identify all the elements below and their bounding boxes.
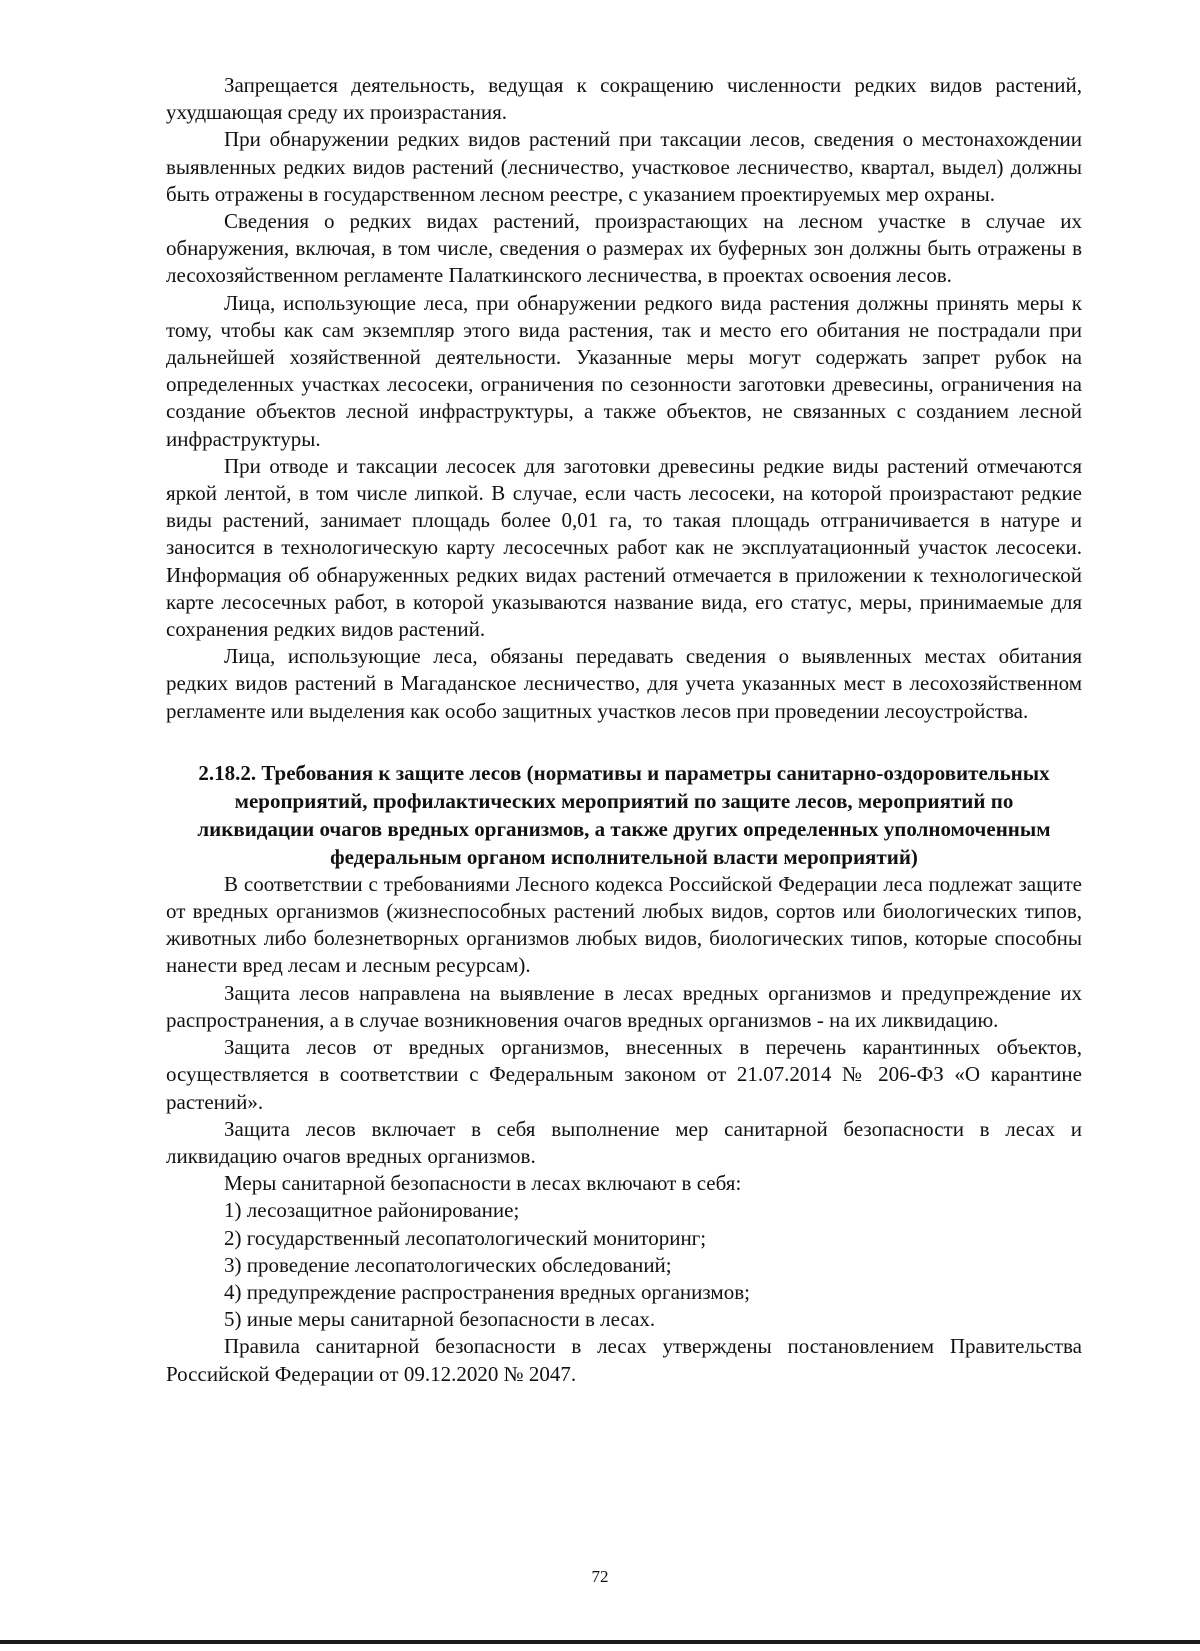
paragraph-cutting-area-marking: При отводе и таксации лесосек для заготовки древесины редкие виды растений отмечаются яркой лентой, в том числе липкой. В случае, если часть лесосеки, на которой произрастают редкие виды растений, занимает площадь более 0,01 га, то такая площадь отграничивается в натуре и заносится в технологическую карту лесосечных работ как не эксплуатационный участок лесосеки. Информация об обнаруженных редких видах растений отмечается в приложении к технологической карте лесосечных работ, в которой указываются название вида, его статус, меры, принимаемые для сохранения редких видов растений.: [166, 453, 1082, 642]
list-item: 1) лесозащитное районирование;: [224, 1198, 520, 1223]
paragraph-quarantine-law: Защита лесов от вредных организмов, внесенных в перечень карантинных объектов, осуществляется в соответствии с Федеральным законом от 21.07.2014 № 206-ФЗ «О карантине растений».: [166, 1035, 1082, 1114]
section-heading: 2.18.2. Требования к защите лесов (нормативы и параметры санитарно-оздоровительных мероприятий, профилактических мероприятий по защите лесов, мероприятий по ликвидации очагов вредных организмов, а также других определенных уполномоченным федеральным органом исполнительной власти мероприятий): [197, 760, 1051, 869]
page-content: [166, 72, 1082, 1388]
measures-list: [166, 1197, 1082, 1333]
list-item: 4) предупреждение распространения вредных организмов;: [224, 1279, 750, 1304]
paragraph-rare-plants-regulation: Сведения о редких видах растений, произрастающих на лесном участке в случае их обнаружения, включая, в том числе, сведения о размерах их буферных зон должны быть отражены в лесохозяйственном регламенте Палаткинского лесничества, в проектах освоения лесов.: [166, 209, 1082, 288]
list-item: 5) иные меры санитарной безопасности в лесах.: [224, 1307, 656, 1332]
paragraph-measures-intro: Меры санитарной безопасности в лесах включают в себя:: [224, 1171, 742, 1196]
paragraph-forest-code-protection: В соответствии с требованиями Лесного кодекса Российской Федерации леса подлежат защите от вредных организмов (жизнеспособных растений любых видов, сортов или биологических типов, животных либо болезнетворных организмов любых видов, биологических типов, которые способны нанести вред лесам и лесным ресурсам).: [166, 871, 1082, 978]
paragraph-information-transfer: Лица, использующие леса, обязаны передавать сведения о выявленных местах обитания редких видов растений в Магаданское лесничество, для учета указанных мест в лесохозяйственном регламенте или выделения как особо защитных участков лесов при проведении лесоустройства.: [166, 644, 1082, 723]
list-item: 3) проведение лесопатологических обследований;: [224, 1252, 672, 1277]
paragraph-rare-plants-registry: При обнаружении редких видов растений при таксации лесов, сведения о местонахождении выявленных редких видов растений (лесничество, участковое лесничество, квартал, выдел) должны быть отражены в государственном лесном реестре, с указанием проектируемых мер охраны.: [166, 127, 1082, 206]
paragraph-sanitary-safety: Защита лесов включает в себя выполнение мер санитарной безопасности в лесах и ликвидацию очагов вредных организмов.: [166, 1116, 1082, 1168]
page-number: 72: [591, 1567, 609, 1586]
paragraph-protection-purpose: Защита лесов направлена на выявление в лесах вредных организмов и предупреждение их распространения, а в случае возникновения очагов вредных организмов - на их ликвидацию.: [166, 980, 1082, 1032]
list-item: 2) государственный лесопатологический мониторинг;: [224, 1225, 707, 1250]
paragraph-rare-plants-prohibition: Запрещается деятельность, ведущая к сокращению численности редких видов растений, ухудшающая среду их произрастания.: [166, 73, 1082, 125]
bottom-divider: [0, 1640, 1200, 1644]
paragraph-forest-users-measures: Лица, использующие леса, при обнаружении редкого вида растения должны принять меры к тому, чтобы как сам экземпляр этого вида растения, так и место его обитания не пострадали при дальнейшей хозяйственной деятельности. Указанные меры могут содержать запрет рубок на определенных участках лесосеки, ограничения по сезонности заготовки древесины, ограничения на создание объектов лесной инфраструктуры, а также объектов, не связанных с созданием лесной инфраструктуры.: [166, 290, 1082, 451]
paragraph-sanitary-rules-decree: Правила санитарной безопасности в лесах утверждены постановлением Правительства Российской Федерации от 09.12.2020 № 2047.: [166, 1334, 1082, 1386]
